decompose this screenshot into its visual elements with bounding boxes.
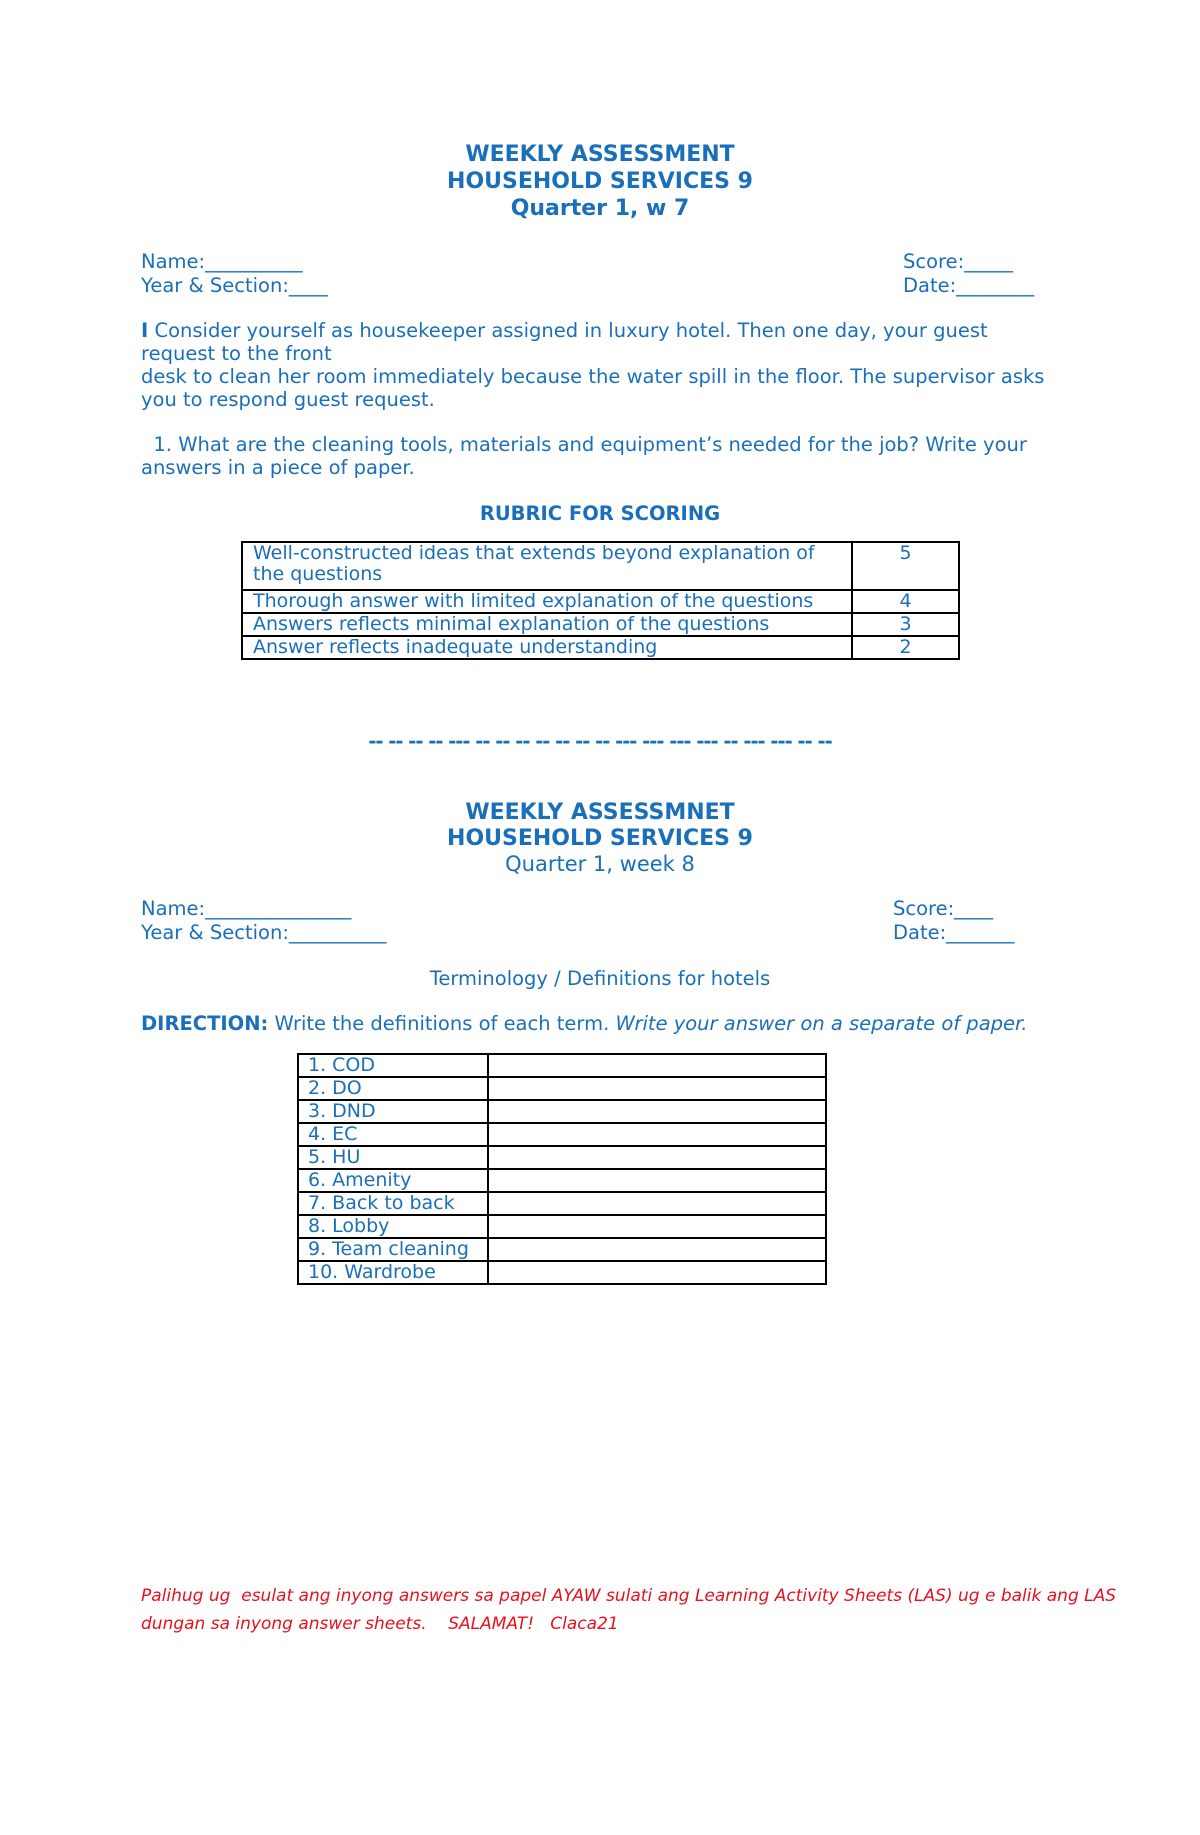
term-row — [298, 1054, 826, 1077]
term-row — [298, 1215, 826, 1238]
definition-cell — [488, 1238, 826, 1261]
term-cell: 1. COD — [298, 1054, 488, 1077]
term-row — [298, 1077, 826, 1100]
term-row — [298, 1238, 826, 1261]
rubric-criteria: Answers reflects minimal explanation of the questions — [242, 613, 852, 636]
definition-cell — [488, 1169, 826, 1192]
definition-cell — [488, 1077, 826, 1100]
section2-score-field: Score:____ — [893, 897, 994, 920]
section1-year-field: Year & Section:____ — [141, 274, 328, 297]
term-cell: 8. Lobby — [298, 1215, 488, 1238]
section2-subject: HOUSEHOLD SERVICES 9 — [447, 826, 753, 851]
section1-name-field: Name:__________ — [141, 250, 303, 273]
section2-topic: Terminology / Definitions for hotels — [429, 967, 771, 990]
term-row — [298, 1192, 826, 1215]
rubric-criteria: Well-constructed ideas that extends beyond explanation of the questions — [242, 542, 852, 590]
rubric-table — [241, 541, 960, 660]
footer-line1: Palihug ug esulat ang inyong answers sa papel AYAW sulati ang Learning Activity Sheets (LAS) ug e balik ang LAS — [141, 1586, 1117, 1606]
term-cell: 2. DO — [298, 1077, 488, 1100]
instruction-marker: I — [141, 319, 149, 342]
section1-score-field: Score:_____ — [903, 250, 1013, 273]
rubric-row — [242, 542, 959, 590]
section1-instruction: I Consider yourself as housekeeper assigned in luxury hotel. Then one day, your guest request to the front desk to clean her room immediately because the water spill in the floor. The supervisor asks you to respond guest request. — [141, 319, 1045, 411]
rubric-title: RUBRIC FOR SCORING — [479, 502, 721, 525]
term-row — [298, 1261, 826, 1284]
section1-date-field: Date:________ — [903, 274, 1035, 297]
section2-date-field: Date:_______ — [893, 921, 1015, 944]
definition-cell — [488, 1146, 826, 1169]
term-cell: 7. Back to back — [298, 1192, 488, 1215]
definition-cell — [488, 1054, 826, 1077]
rubric-criteria: Thorough answer with limited explanation of the questions — [242, 590, 852, 613]
term-row — [298, 1123, 826, 1146]
rubric-row — [242, 613, 959, 636]
section1-question: 1. What are the cleaning tools, materials and equipment’s needed for the job? Write your answers in a piece of paper. — [141, 433, 1027, 479]
term-row — [298, 1169, 826, 1192]
rubric-score: 2 — [852, 636, 959, 659]
section2-direction: DIRECTION: Write the definitions of each term. Write your answer on a separate of paper. — [141, 1012, 1028, 1035]
rubric-row — [242, 590, 959, 613]
definition-cell — [488, 1215, 826, 1238]
rubric-score: 5 — [852, 542, 959, 590]
section2-title: WEEKLY ASSESSMNET — [465, 800, 735, 825]
rubric-score: 4 — [852, 590, 959, 613]
term-row — [298, 1100, 826, 1123]
section-divider: -- -- -- -- --- -- -- -- -- -- -- -- --- --- --- --- -- --- --- -- -- — [368, 730, 832, 753]
definition-cell — [488, 1261, 826, 1284]
footer-note — [141, 1582, 1117, 1638]
term-cell: 5. HU — [298, 1146, 488, 1169]
rubric-row — [242, 636, 959, 659]
section2-year-field: Year & Section:__________ — [141, 921, 387, 944]
term-cell: 3. DND — [298, 1100, 488, 1123]
definition-cell — [488, 1123, 826, 1146]
definition-cell — [488, 1100, 826, 1123]
definition-cell — [488, 1192, 826, 1215]
section2-quarter: Quarter 1, week 8 — [505, 852, 695, 876]
section2-name-field: Name:_______________ — [141, 897, 352, 920]
term-cell: 10. Wardrobe — [298, 1261, 488, 1284]
rubric-criteria: Answer reflects inadequate understanding — [242, 636, 852, 659]
rubric-score: 3 — [852, 613, 959, 636]
section1-title: WEEKLY ASSESSMENT — [465, 142, 735, 167]
term-row — [298, 1146, 826, 1169]
section1-quarter: Quarter 1, w 7 — [510, 196, 690, 221]
direction-label: DIRECTION: — [141, 1012, 269, 1035]
terms-table — [297, 1053, 827, 1285]
footer-line2: dungan sa inyong answer sheets. SALAMAT! Claca21 — [141, 1614, 619, 1634]
term-cell: 4. EC — [298, 1123, 488, 1146]
term-cell: 9. Team cleaning — [298, 1238, 488, 1261]
term-cell: 6. Amenity — [298, 1169, 488, 1192]
section1-subject: HOUSEHOLD SERVICES 9 — [447, 169, 753, 194]
